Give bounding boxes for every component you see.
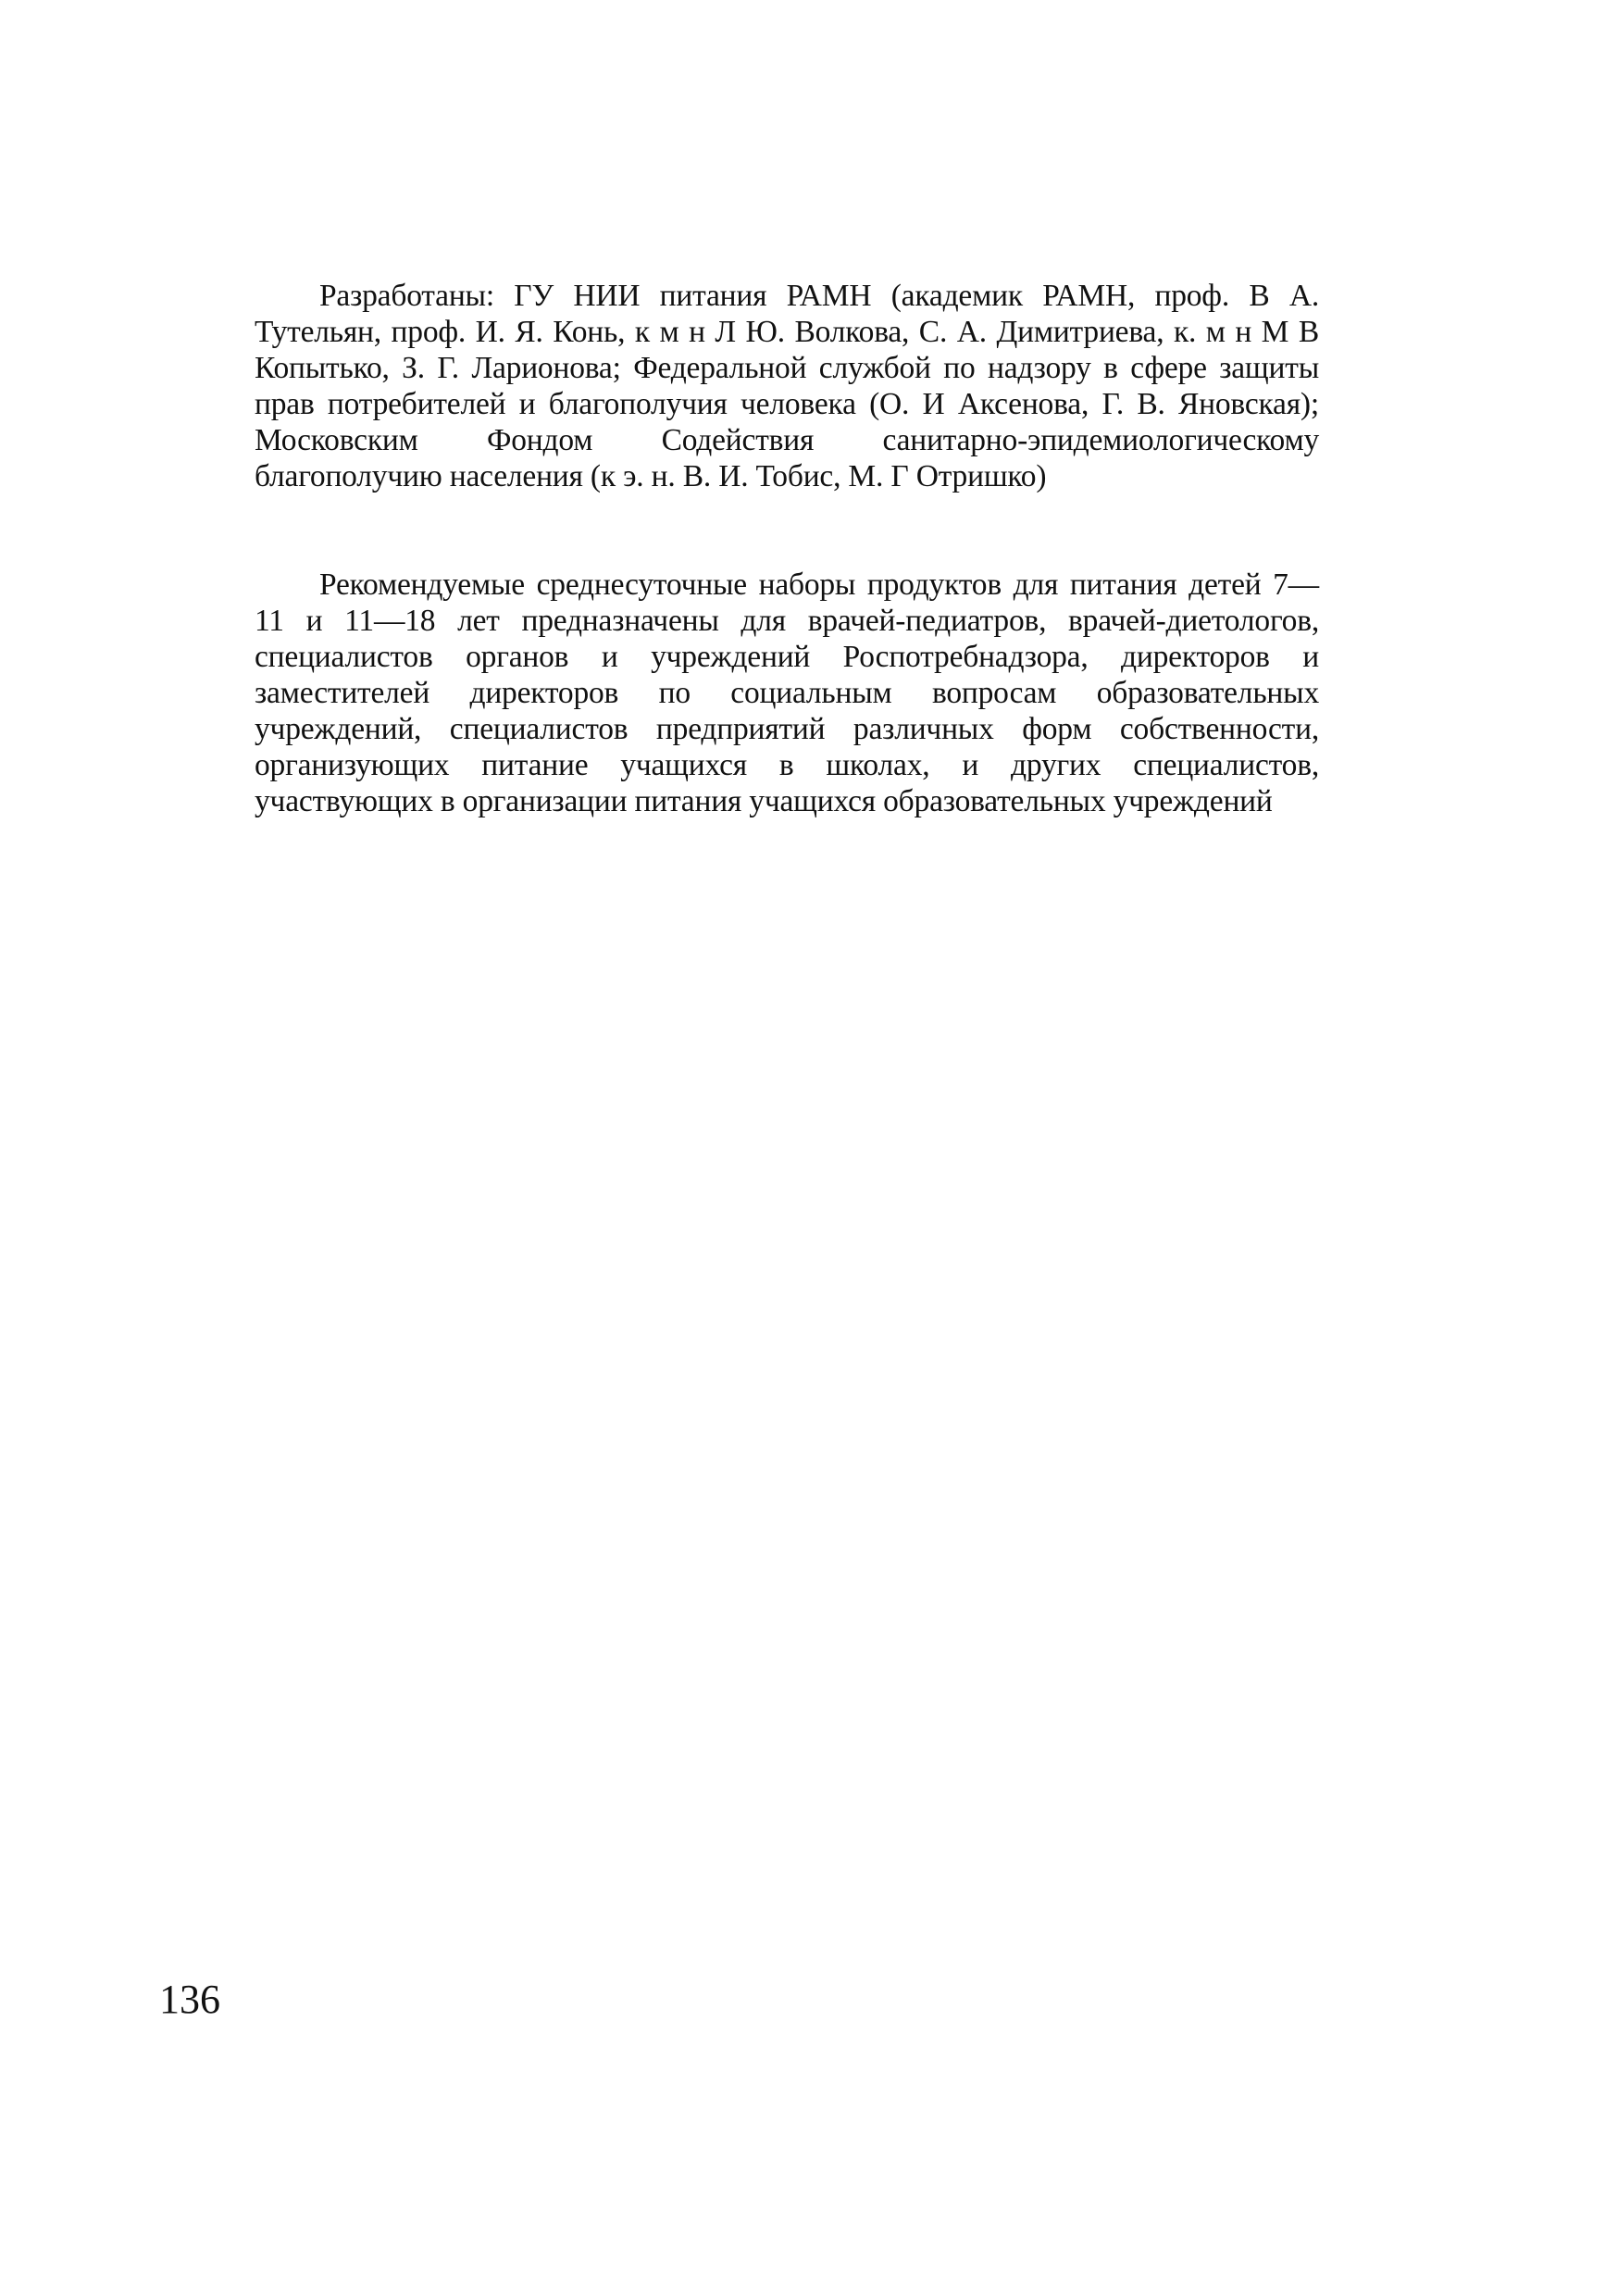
page-number: 136 [159,1977,220,2022]
purpose-paragraph: Рекомендуемые среднесуточные наборы продуктов для питания детей 7—11 и 11—18 лет предназначены для врачей-педиатров, врачей-диетологов, специалистов органов и учреждений Роспотребнадзора, директоров и заместителей директоров по социальным вопросам образовательных учреждений, специалистов предприятий различных форм собственности, организующих питание учащихся в школах, и других специалистов, участвующих в организации питания учащихся образовательных учреждений [255,568,1319,818]
credits-paragraph: Разработаны: ГУ НИИ питания РАМН (академик РАМН, проф. В А. Тутельян, проф. И. Я. Конь, к м н Л Ю. Волкова, С. А. Димитриева, к. м н М В Копытько, З. Г. Ларионова; Федеральной службой по надзору в сфере защиты прав потребителей и благополучия человека (О. И Аксенова, Г. В. Яновская); Московским Фондом Содействия санитарно-эпидемиологическому благополучию населения (к э. н. В. И. Тобис, М. Г Отришко) [255,279,1319,493]
